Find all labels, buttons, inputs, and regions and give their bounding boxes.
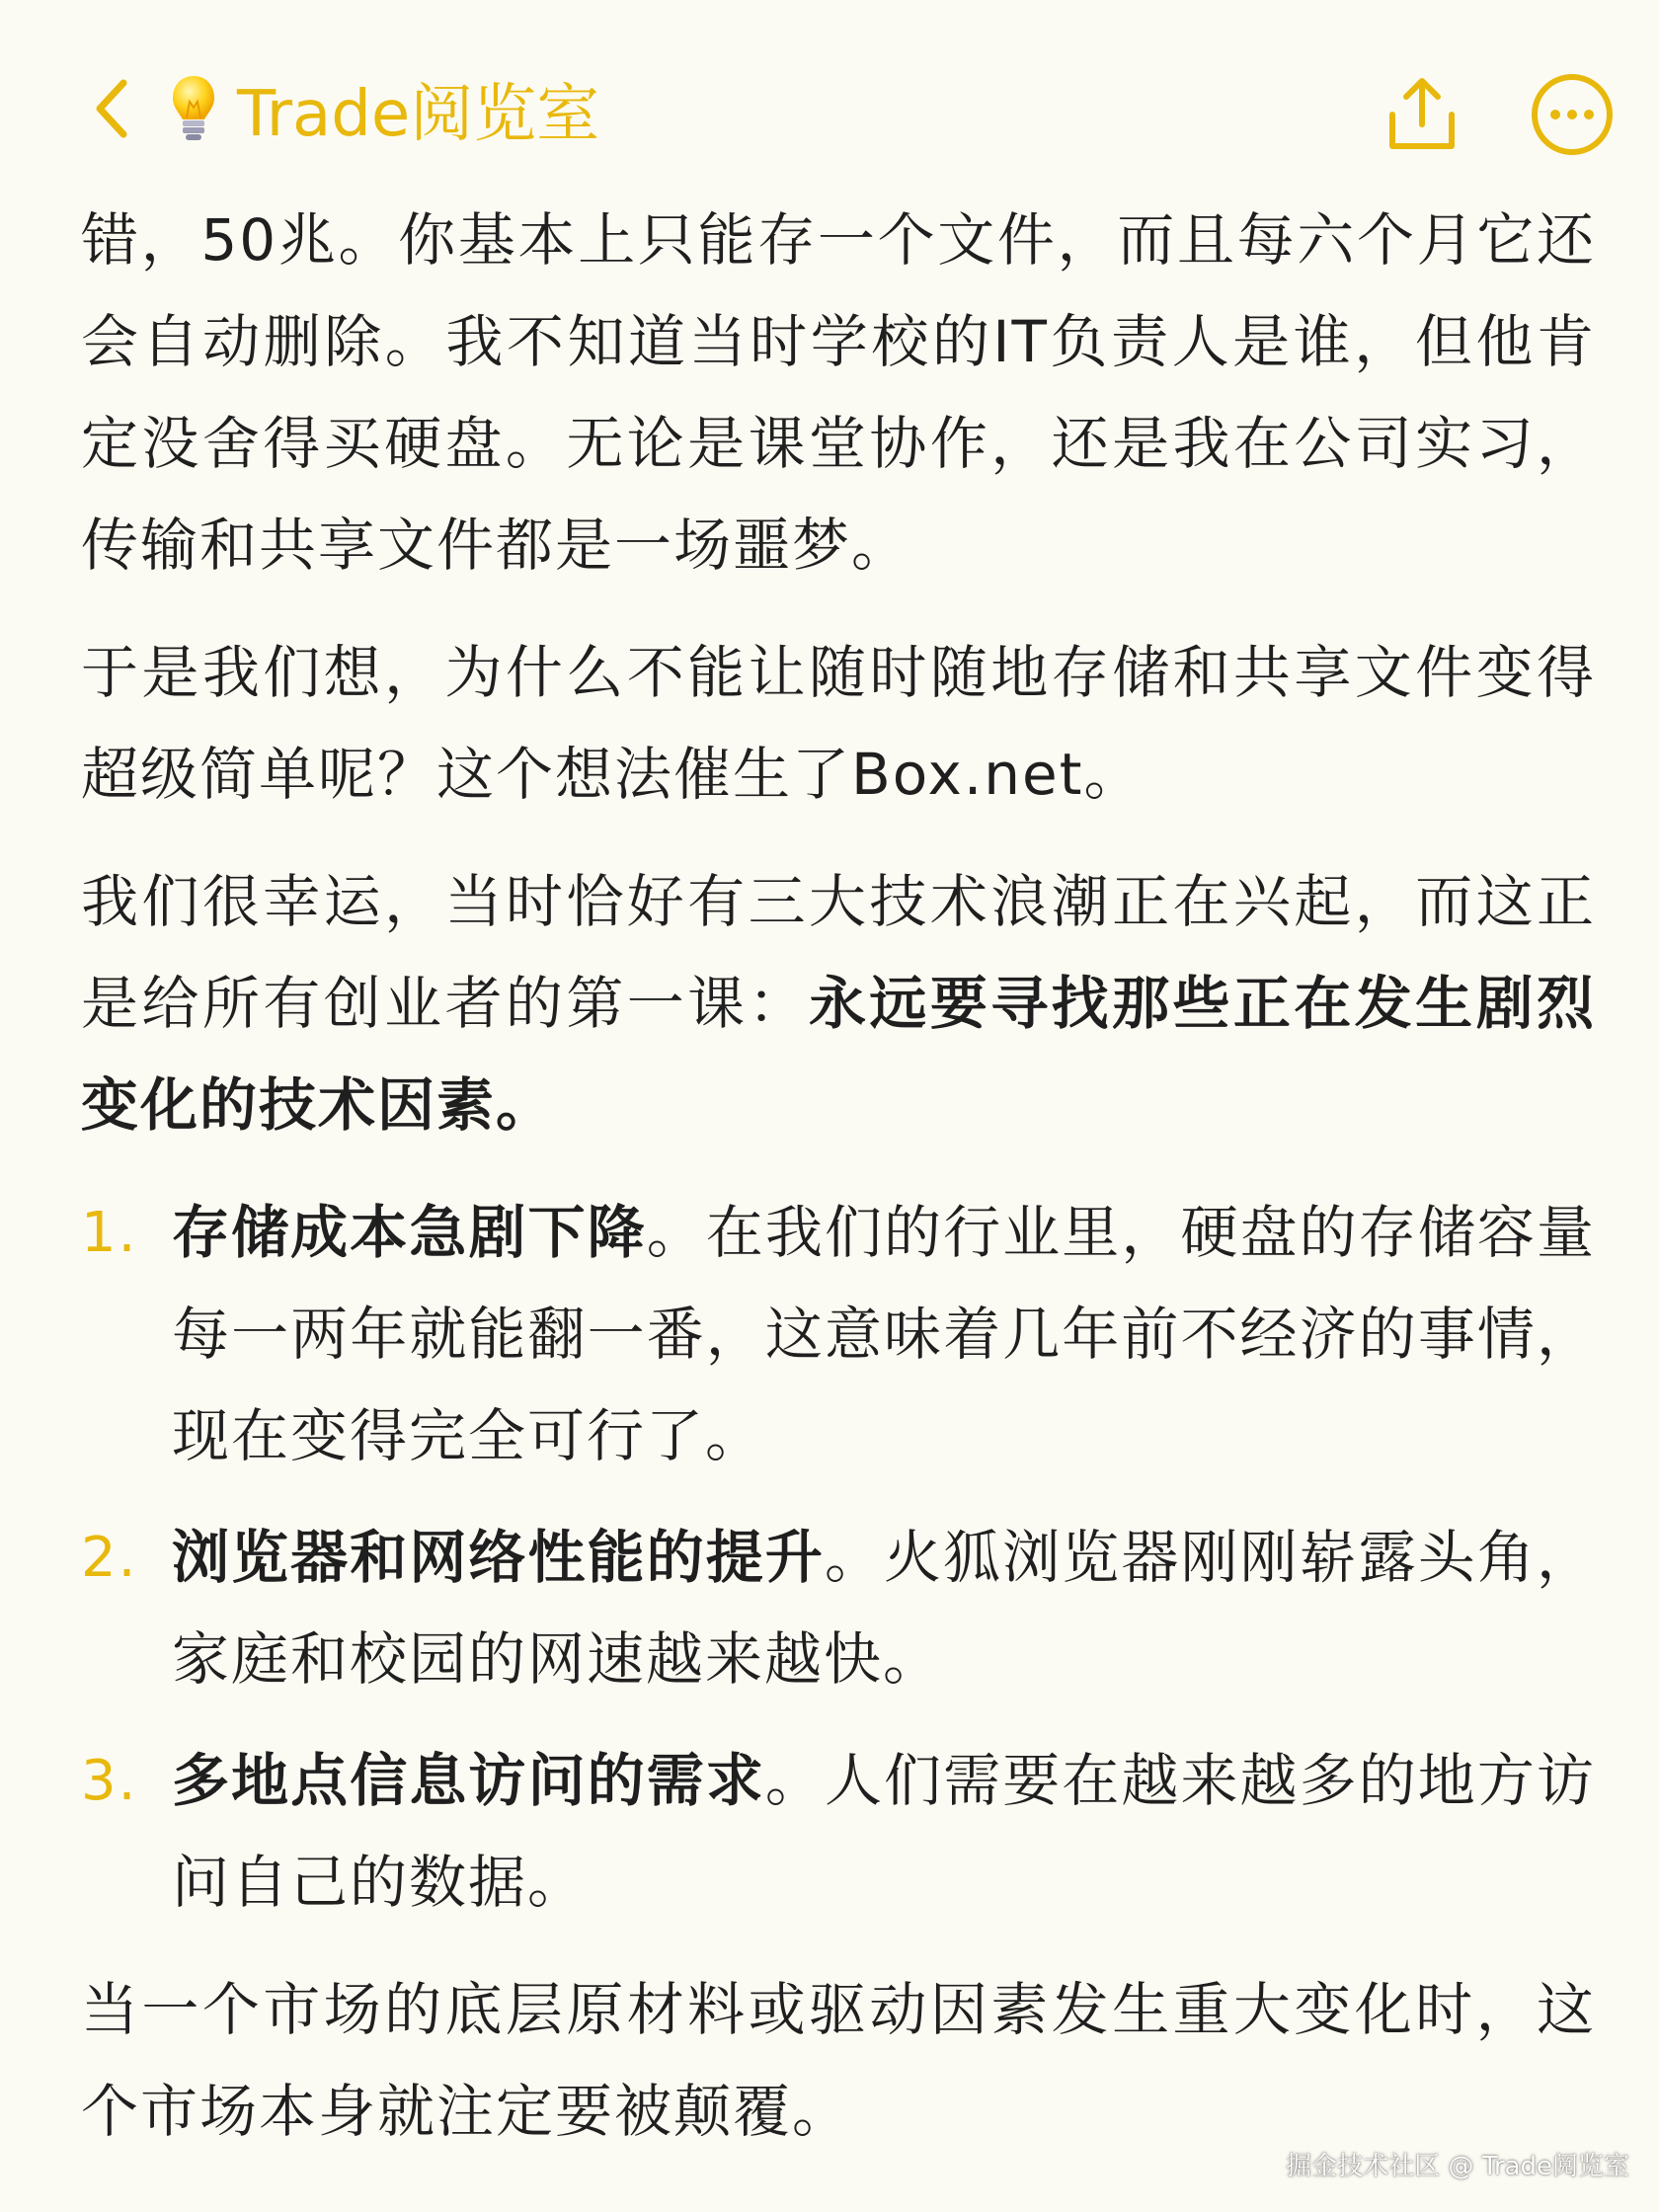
lightbulb-icon	[166, 69, 221, 148]
list-number: 3.	[81, 1749, 138, 1813]
header-title: Trade阅览室	[237, 78, 600, 151]
more-button[interactable]	[1527, 69, 1618, 160]
paragraph-3	[81, 851, 1596, 1156]
list-number: 1.	[81, 1201, 138, 1265]
top-bar	[0, 0, 1659, 188]
paragraph-3-bold: 永远要寻找那些正在发生剧烈变化的技术因素。	[81, 970, 1596, 1139]
paragraph-1: 错，50兆。你基本上只能存一个文件，而且每六个月它还会自动删除。我不知道当时学校的IT负责人是谁，但他肯定没舍得买硬盘。无论是课堂协作，还是我在公司实习，传输和共享文件都是一场噩梦。	[81, 206, 1596, 579]
list-item-text: 。在我们的行业里，硬盘的存储容量每一两年就能翻一番，这意味着几年前不经济的事情，现在变得完全可行了。	[172, 1199, 1596, 1469]
list-item-bold: 存储成本急剧下降	[172, 1199, 647, 1266]
paragraph-2: 于是我们想，为什么不能让随时随地存储和共享文件变得超级简单呢？这个想法催生了Box.net。	[81, 639, 1596, 808]
watermark: 掘金技术社区 @ Trade阅览室	[1286, 2152, 1629, 2181]
numbered-list	[81, 1182, 1596, 1934]
share-button[interactable]	[1377, 69, 1467, 160]
list-item-bold: 浏览器和网络性能的提升	[172, 1524, 825, 1591]
list-number: 2.	[81, 1526, 138, 1590]
list-item-bold: 多地点信息访问的需求	[172, 1747, 765, 1814]
more-icon	[1531, 73, 1614, 156]
list-item-text: 。火狐浏览器刚刚崭露头角，家庭和校园的网速越来越快。	[172, 1524, 1596, 1693]
list-item-text: 。人们需要在越来越多的地方访问自己的数据。	[172, 1747, 1596, 1916]
chevron-left-icon	[92, 77, 131, 140]
paragraph-3-text: 我们很幸运，当时恰好有三大技术浪潮正在兴起，而这正是给所有创业者的第一课：	[81, 868, 1596, 1037]
header-title-group	[166, 61, 599, 156]
paragraph-4: 当一个市场的底层原材料或驱动因素发生重大变化时，这个市场本身就注定要被颠覆。	[81, 1976, 1596, 2145]
list-item	[81, 1730, 1596, 1934]
back-button[interactable]	[77, 67, 146, 150]
list-item	[81, 1182, 1596, 1487]
share-icon	[1382, 75, 1462, 154]
list-item	[81, 1507, 1596, 1710]
article-body	[81, 190, 1596, 2188]
